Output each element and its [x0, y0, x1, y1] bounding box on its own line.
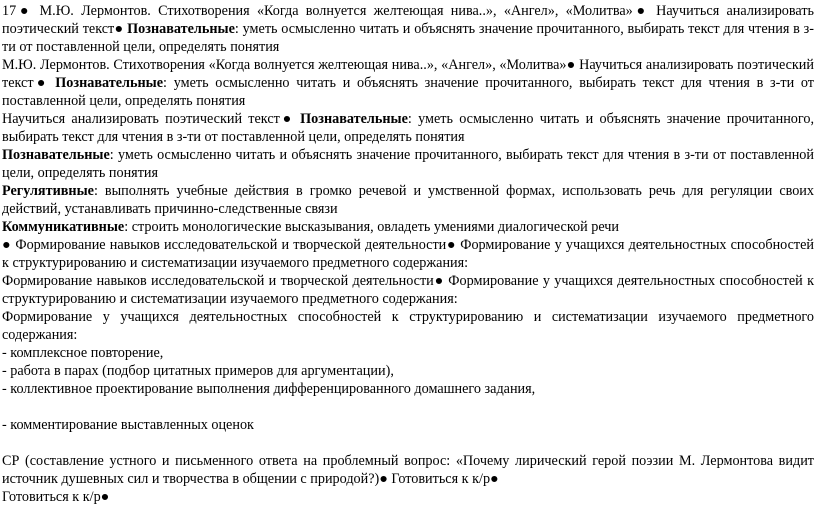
paragraph-text: Формирование навыков исследовательской и творческой деятельности — [2, 273, 434, 289]
paragraph-text: Готовиться к к/р — [2, 489, 101, 505]
bold-heading: Познавательные — [2, 147, 110, 163]
bullet-icon: ● — [33, 75, 49, 91]
bullet-icon: ● — [279, 111, 294, 127]
paragraph-text: М.Ю. Лермонтов. Стихотворения «Когда волнуется желтеющая нива..», «Ангел», «Молитва» — [32, 3, 633, 19]
paragraph-text: Формирование навыков исследовательской и творческой деятельности — [11, 237, 447, 253]
blank-line — [2, 434, 814, 452]
paragraph-8 — [2, 272, 814, 308]
paragraph-text: Формирование у учащихся деятельностных способностей к структурированию и систематизации изучаемого предметного содержания: — [2, 309, 814, 343]
paragraph-text: Готовиться к к/р — [387, 471, 491, 487]
blank-line — [2, 398, 814, 416]
bullet-icon: ● — [379, 471, 388, 487]
paragraph-7 — [2, 236, 814, 272]
bullet-icon: ● — [632, 3, 649, 19]
paragraph-text: СР (составление устного и письменного ответа на проблемный вопрос: «Почему лирический герой поэзии М. Лермонтова видит источник душевных сил и творчества в общении с природой?) — [2, 453, 814, 487]
bullet-icon: ● — [446, 237, 457, 253]
paragraph-4 — [2, 146, 814, 182]
bullet-icon: ● — [566, 57, 576, 73]
bullet-icon: ● — [100, 489, 110, 505]
paragraph-1 — [2, 2, 814, 56]
paragraph-text: : выполнять учебные действия в громко речевой и умственной формах, использовать речь для регуляции своих действий, устанавливать причинно-следственные связи — [2, 183, 814, 217]
paragraph-text: М.Ю. Лермонтов. Стихотворения «Когда волнуется желтеющая нива..», «Ангел», «Молитва» — [2, 57, 567, 73]
bold-heading: Коммуникативные — [2, 219, 125, 235]
paragraph-12 — [2, 488, 814, 506]
bullet-icon: ● — [16, 3, 33, 19]
bold-heading: Познавательные — [293, 111, 408, 127]
paragraph-text: Научиться анализировать поэтический текст — [2, 111, 280, 127]
list-item: - коллективное проектирование выполнения дифференцированного домашнего задания, — [2, 381, 536, 397]
paragraph-text: Научиться анализировать поэтический текст — [2, 3, 814, 37]
paragraph-5 — [2, 182, 814, 218]
bullet-icon: ● — [2, 237, 12, 253]
paragraph-text: : уметь осмысленно читать и объяснять значение прочитанного, выбирать текст для чтения в з-ти от поставленной цели, определять понятия — [2, 75, 815, 109]
document-body — [2, 2, 814, 506]
paragraph-text: : строить монологические высказывания, овладеть умениями диалогической речи — [124, 219, 619, 235]
paragraph-text: : уметь осмысленно читать и объяснять значение прочитанного, выбирать текст для чтения в з-ти от поставленной цели, определять понятия — [2, 111, 814, 145]
paragraph-text: Формирование у учащихся деятельностных способностей к структурированию и систематизации изучаемого предметного содержания: — [2, 273, 814, 307]
paragraph-10: - комментирование выставленных оценок — [2, 417, 254, 433]
bullet-icon: ● — [490, 471, 499, 487]
bold-heading: Регулятивные — [2, 183, 94, 199]
bullet-icon: ● — [114, 21, 124, 37]
paragraph-9 — [2, 308, 814, 344]
list-item: - работа в парах (подбор цитатных примеров для аргументации), — [2, 363, 394, 379]
paragraph-text: Научиться анализировать поэтический текст — [2, 57, 814, 91]
row-number: 17 — [2, 3, 17, 19]
paragraph-2 — [2, 56, 814, 110]
paragraph-text: : уметь осмысленно читать и объяснять значение прочитанного, выбирать текст для чтения в з-ти от поставленной цели, определять понятия — [2, 147, 814, 181]
paragraph-11 — [2, 452, 814, 488]
paragraph-3 — [2, 110, 814, 146]
bold-heading: Познавательные — [123, 21, 235, 37]
bold-heading: Познавательные — [48, 75, 164, 91]
paragraph-6 — [2, 218, 814, 236]
paragraph-text: Формирование у учащихся деятельностных способностей к структурированию и систематизации изучаемого предметного содержания: — [2, 237, 814, 271]
list-item: - комплексное повторение, — [2, 345, 164, 361]
paragraph-text: : уметь осмысленно читать и объяснять значение прочитанного, выбирать текст для чтения в з-ти от поставленной цели, определять понятия — [2, 21, 815, 55]
bullet-icon: ● — [433, 273, 444, 289]
